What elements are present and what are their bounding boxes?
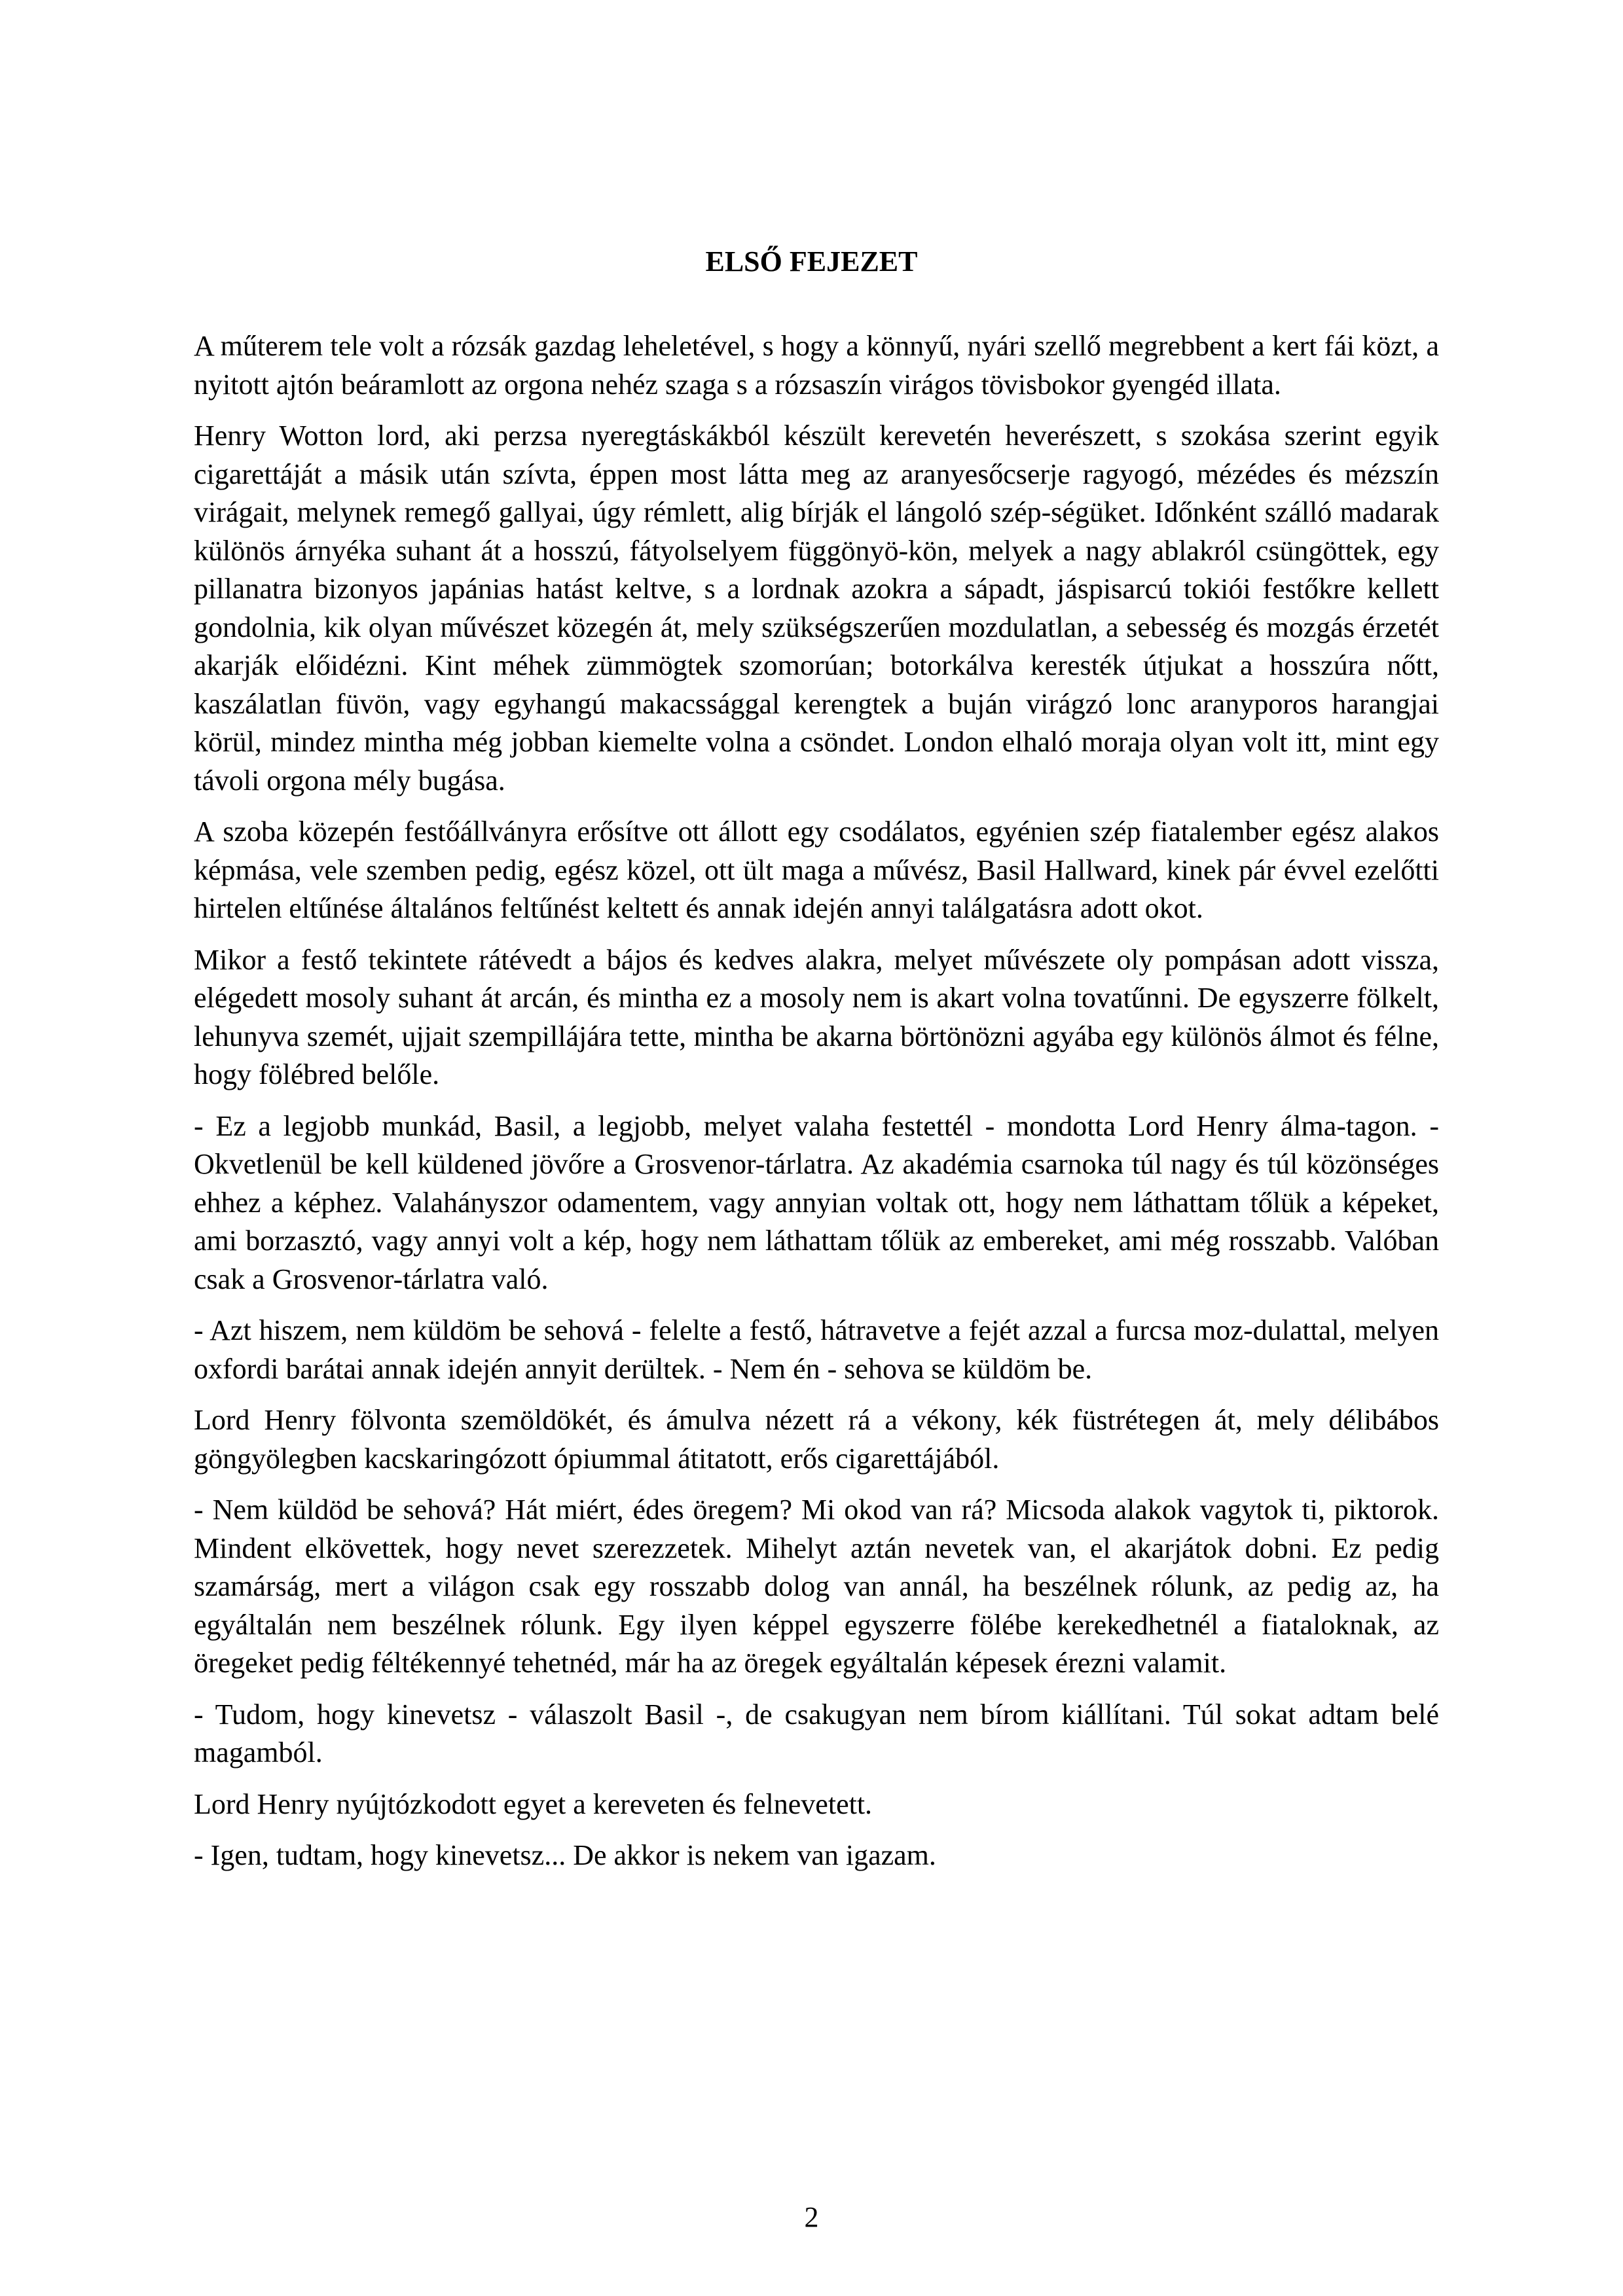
paragraph: A szoba közepén festőállványra erősítve ott állott egy csodálatos, egyénien szép fiatalember egész alakos képmása, vele szemben pedig, egész közel, ott ült maga a művész, Basil Hallward, kinek pár évvel ezelőtti hirtelen eltűnése általános feltűnést keltett és annak idején annyi találgatásra adott okot. [194,816,1439,924]
paragraph: - Ez a legjobb munkád, Basil, a legjobb, melyet valaha festettél - mondotta Lord Henry álma-tagon. - Okvetlenül be kell küldened jövőre a Grosvenor-tárlatra. Az akadémia csarnoka túl nagy és túl közönséges ehhez a képhez. Valahányszor odamentem, vagy annyian voltak ott, hogy nem láthattam tőlük a képeket, ami borzasztó, vagy annyi volt a kép, hogy nem láthattam tőlük az embereket, ami még rosszabb. Valóban csak a Grosvenor-tárlatra való. [194,1109,1439,1295]
chapter-body [194,327,1439,1888]
page-number: 2 [804,2201,819,2233]
paragraph: Lord Henry nyújtózkodott egyet a kereveten és felnevetett. [194,1787,873,1820]
paragraph: - Tudom, hogy kinevetsz - válaszolt Basil -, de csakugyan nem bírom kiállítani. Túl sokat adtam belé magamból. [194,1698,1439,1768]
paragraph: Henry Wotton lord, aki perzsa nyeregtáskákból készült kerevetén heverészett, s szokása szerint egyik cigarettáját a másik után szívta, éppen most látta meg az aranyesőcserje ragyogó, mézédes és mézszín virágait, melynek remegő gallyai, úgy rémlett, alig bírják el lángoló szép-ségüket. Időnként szálló madarak különös árnyéka suhant át a hosszú, fátyolselyem függönyö-kön, melyek a nagy ablakról csüngöttek, egy pillanatra bizonyos japánias hatást keltve, s a lordnak azokra a sápadt, jáspisarcú tokiói festőkre kellett gondolnia, kik olyan művészet közegén át, mely szükségszerűen mozdulatlan, a sebesség és mozgás érzetét akarják előidézni. Kint méhek zümmögtek szomorúan; botorkálva keresték útjukat a hosszúra nőtt, kaszálatlan füvön, vagy egyhangú makacssággal kerengtek a buján virágzó lonc aranyporos harangjai körül, mindez mintha még jobban kiemelte volna a csöndet. London elhaló moraja olyan volt itt, mint egy távoli orgona mély bugása. [194,420,1439,797]
paragraph: Mikor a festő tekintete rátévedt a bájos és kedves alakra, melyet művészete oly pompásan adott vissza, elégedett mosoly suhant át arcán, és mintha ez a mosoly nem is akart volna tovatűnni. De egyszerre fölkelt, lehunyva szemét, ujjait szempillájára tette, mintha be akarna börtönözni agyába egy különös álmot és félne, hogy fölébred belőle. [194,943,1439,1090]
paragraph: Lord Henry fölvonta szemöldökét, és ámulva nézett rá a vékony, kék füstrétegen át, mely délibábos göngyölegben kacskaringózott ópiummal átitatott, erős cigarettájából. [194,1404,1439,1475]
paragraph: - Azt hiszem, nem küldöm be sehová - felelte a festő, hátravetve a fejét azzal a furcsa moz-dulattal, melyen oxfordi barátai annak idején annyit derültek. - Nem én - sehova se küldöm be. [194,1314,1439,1385]
paragraph: - Igen, tudtam, hogy kinevetsz... De akkor is nekem van igazam. [194,1839,936,1871]
paragraph: A műterem tele volt a rózsák gazdag leheletével, s hogy a könnyű, nyári szellő megrebbent a kert fái közt, a nyitott ajtón beáramlott az orgona nehéz szaga s a rózsaszín virágos tövisbokor gyengéd illata. [194,330,1439,401]
paragraph: - Nem küldöd be sehová? Hát miért, édes öregem? Mi okod van rá? Micsoda alakok vagytok ti, piktorok. Mindent elkövettek, hogy nevet szerezzetek. Mihelyt aztán nevetek van, el akarjátok dobni. Ez pedig szamárság, mert a világon csak egy rosszabb dolog van annál, ha beszélnek rólunk, az pedig az, ha egyáltalán nem beszélnek rólunk. Egy ilyen képpel egyszerre fölébe kerekedhetnél a fiataloknak, az öregeket pedig féltékennyé tehetnéd, már ha az öregek egyáltalán képesek érezni valamit. [194,1494,1439,1679]
chapter-title: ELSŐ FEJEZET [705,245,918,278]
